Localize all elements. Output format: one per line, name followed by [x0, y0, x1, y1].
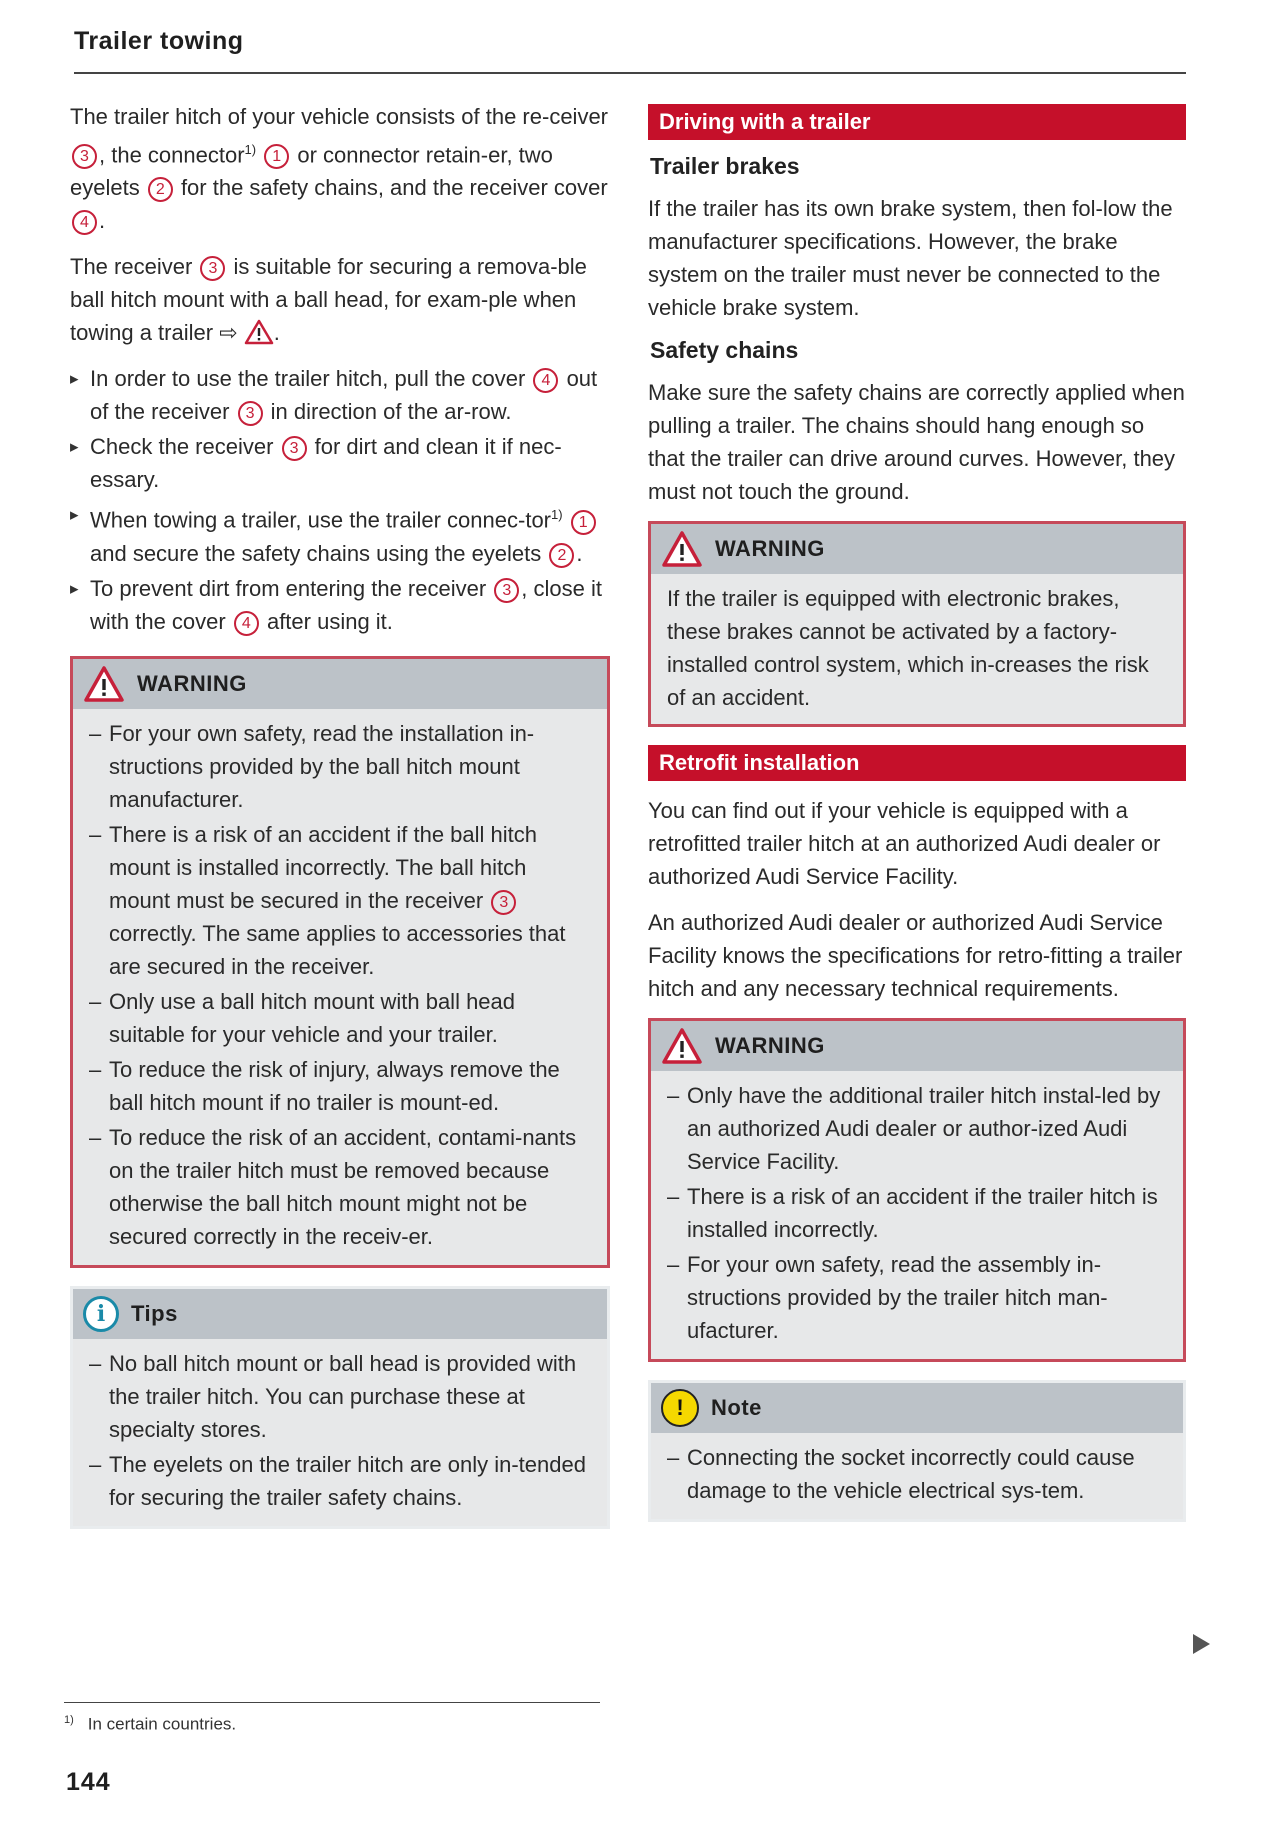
warning-box — [648, 1018, 1186, 1362]
footnote: $^{1)}$ In certain countries. — [64, 1714, 237, 1734]
subheading-safety-chains: Safety chains — [650, 337, 799, 363]
warning-title: WARNING — [137, 670, 247, 696]
tips-box — [70, 1286, 610, 1529]
warning-text: If the trailer is equipped with electronic brakes, these brakes cannot be activated by a factory-installed control system, which in-creases the risk of an accident. — [667, 586, 1149, 710]
callout-3: 3 — [494, 578, 519, 603]
callout-3: 3 — [491, 890, 516, 915]
step-list — [70, 362, 610, 637]
right-column — [648, 100, 1186, 1540]
tips-item: – The eyelets on the trailer hitch are only in-tended for securing the trailer safety chains. — [89, 1448, 593, 1514]
page-number: 144 — [66, 1768, 111, 1796]
warning-item: – To reduce the risk of an accident, contami-nants on the trailer hitch must be removed because otherwise the ball hitch mount might not be secured correctly in the receiv-er. — [89, 1121, 593, 1253]
tips-box-header — [73, 1289, 607, 1339]
warning-list — [89, 717, 593, 1253]
intro-paragraph-1: The trailer hitch of your vehicle consists of the re-ceiver 3 , the connector$^{1)}$ 1 or connector retain-er, two eyelets 2 for the safety chains, and the receiver cover 4 . — [70, 104, 609, 234]
note-list — [667, 1441, 1169, 1507]
section-heading-retrofit-installation: Retrofit installation — [648, 745, 1186, 781]
warning-item: – For your own safety, read the installation in-structions provided by the ball hitch mount manufacturer. — [89, 717, 593, 816]
section-heading-driving-with-trailer: Driving with a trailer — [648, 104, 1186, 140]
footnote-ref: 1) — [551, 507, 563, 523]
intro-paragraph-2: The receiver 3 is suitable for securing a remova-ble ball hitch mount with a ball head, for exam-ple when towing a trailer ⇨ . — [70, 254, 587, 346]
trailer-brakes-text: If the trailer has its own brake system, then fol-low the manufacturer specifications. However, the brake system on the trailer must never be connected to the vehicle brake system. — [648, 196, 1173, 320]
callout-4: 4 — [234, 611, 259, 636]
warning-title: WARNING — [715, 1033, 825, 1058]
callout-4: 4 — [533, 368, 558, 393]
callout-3: 3 — [282, 436, 307, 461]
tips-item: – No ball hitch mount or ball head is provided with the trailer hitch. You can purchase these at specialty stores. — [89, 1347, 593, 1446]
warning-box-header — [651, 1021, 1183, 1071]
next-page-arrow-icon[interactable] — [1193, 1634, 1210, 1654]
exclamation-icon: ! — [661, 1389, 699, 1427]
warning-triangle-icon — [661, 530, 703, 568]
warning-box — [70, 656, 610, 1268]
warning-triangle-icon[interactable] — [244, 319, 274, 345]
warning-list — [667, 1079, 1169, 1347]
callout-3: 3 — [238, 401, 263, 426]
warning-box-header — [651, 524, 1183, 574]
warning-item: – For your own safety, read the assembly in-structions provided by the trailer hitch man-ufacturer. — [667, 1248, 1169, 1347]
retrofit-paragraph-2: An authorized Audi dealer or authorized Audi Service Facility knows the specifications for retro-fitting a trailer hitch and any necessary technical requirements. — [648, 910, 1183, 1001]
warning-title: WARNING — [715, 536, 825, 561]
warning-item: – Only have the additional trailer hitch instal-led by an authorized Audi dealer or author-ized Audi Service Facility. — [667, 1079, 1169, 1178]
warning-item: – There is a risk of an accident if the trailer hitch is installed incorrectly. — [667, 1180, 1169, 1246]
callout-3: 3 — [200, 256, 225, 281]
subheading-trailer-brakes: Trailer brakes — [650, 153, 800, 179]
note-box — [648, 1380, 1186, 1522]
callout-4: 4 — [72, 210, 97, 235]
retrofit-paragraph-1: You can find out if your vehicle is equipped with a retrofitted trailer hitch at an authorized Audi dealer or authorized Audi Service Facility. — [648, 798, 1161, 889]
warning-triangle-icon — [661, 1027, 703, 1065]
warning-triangle-icon — [83, 665, 125, 703]
tips-list — [89, 1347, 593, 1514]
callout-1: 1 — [264, 144, 289, 169]
note-box-header — [651, 1383, 1183, 1433]
callout-2: 2 — [148, 177, 173, 202]
warning-item: – There is a risk of an accident if the ball hitch mount is installed incorrectly. The ball hitch mount must be secured in the receiver 3 correctly. The same applies to accessories that are secured in the receiver. — [89, 818, 593, 983]
note-item: – Connecting the socket incorrectly could cause damage to the vehicle electrical sys-tem. — [667, 1441, 1169, 1507]
warning-item: – To reduce the risk of injury, always remove the ball hitch mount if no trailer is mount-ed. — [89, 1053, 593, 1119]
warning-box — [648, 521, 1186, 727]
safety-chains-text: Make sure the safety chains are correctly applied when pulling a trailer. The chains should hang enough so that the trailer can drive around curves. However, they must not touch the ground. — [648, 380, 1185, 504]
step-item: ▸ Check the receiver 3 for dirt and clean it if nec-essary. — [70, 430, 610, 496]
note-title: Note — [711, 1395, 762, 1420]
header-rule — [74, 72, 1186, 74]
step-item: ▸ In order to use the trailer hitch, pull the cover 4 out of the receiver 3 in direction of the ar-row. — [70, 362, 610, 428]
info-icon: i — [83, 1296, 119, 1332]
warning-box-header — [73, 659, 607, 709]
footnote-rule — [64, 1702, 600, 1703]
running-head: Trailer towing — [74, 27, 244, 55]
callout-3: 3 — [72, 144, 97, 169]
warning-item: – Only use a ball hitch mount with ball head suitable for your vehicle and your trailer. — [89, 985, 593, 1051]
step-item: ▸ When towing a trailer, use the trailer connec-tor$^{1)}$ 1 and secure the safety chains using the eyelets 2 . — [70, 498, 610, 569]
step-item: ▸ To prevent dirt from entering the receiver 3 , close it with the cover 4 after using it. — [70, 572, 610, 638]
callout-2: 2 — [549, 543, 574, 568]
tips-title: Tips — [131, 1300, 178, 1326]
callout-1: 1 — [571, 510, 596, 535]
left-column — [70, 100, 610, 1547]
footnote-ref: 1) — [244, 142, 257, 157]
